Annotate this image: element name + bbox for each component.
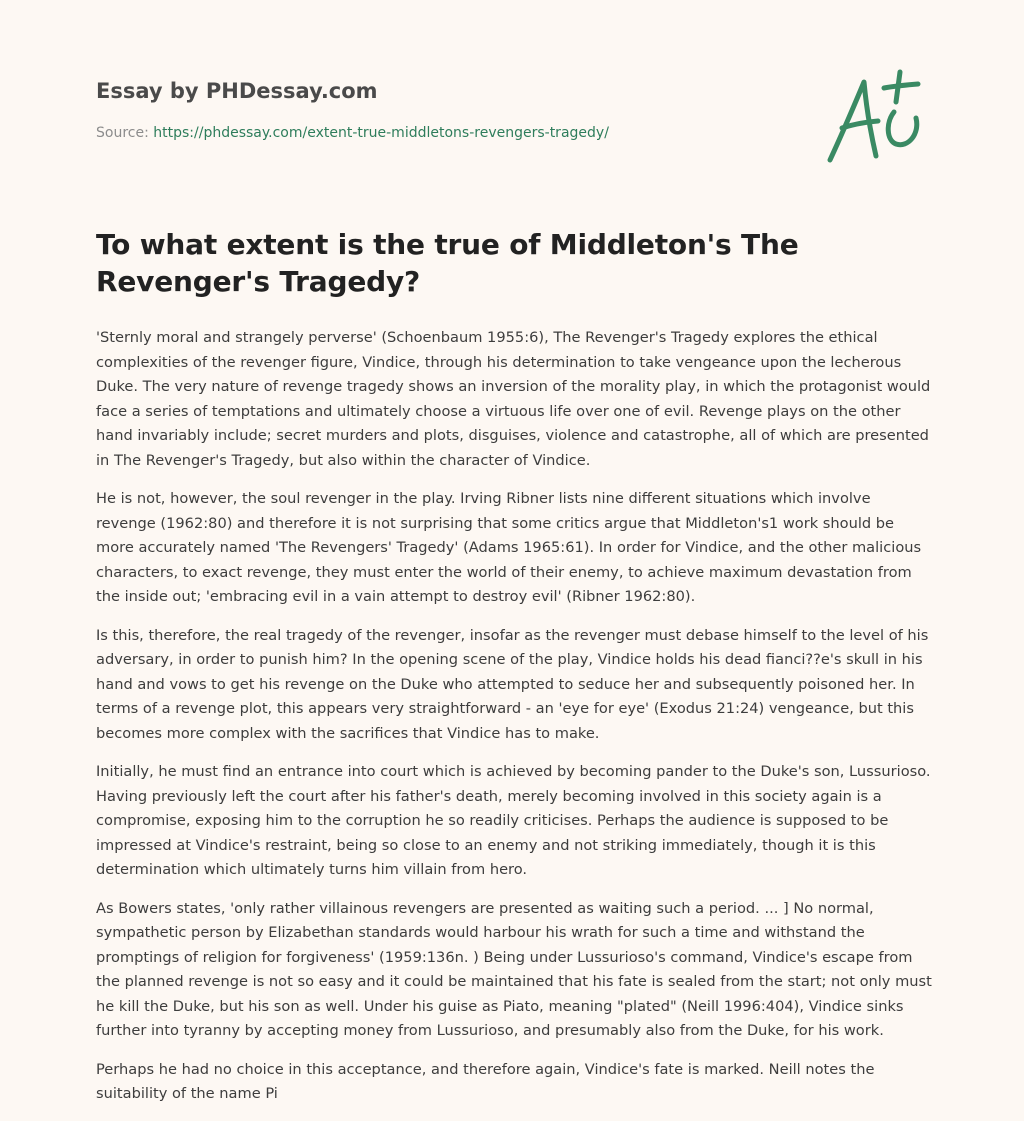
brand-title: Essay by PHDessay.com — [96, 79, 378, 103]
essay-header — [96, 78, 796, 142]
paragraph: Is this, therefore, the real tragedy of the revenger, insofar as the revenger must debase himself to the level of his adversary, in order to punish him? In the opening scene of the play, Vindice holds his dead fianci??e's skull in his hand and vows to get his revenge on the Duke who attempted to seduce her and subsequently poisoned her. In terms of a revenge plot, this appears very straightforward - an 'eye for eye' (Exodus 21:24) vengeance, but this becomes more complex with the sacrifices that Vindice has to make. — [96, 626, 929, 742]
paragraph: He is not, however, the soul revenger in the play. Irving Ribner lists nine different situations which involve revenge (1962:80) and therefore it is not surprising that some critics argue that Middleton's1 work should be more accurately named 'The Revengers' Tragedy' (Adams 1965:61). In order for Vindice, and the other malicious characters, to exact revenge, they must enter the world of their enemy, to achieve maximum devastation from the inside out; 'embracing evil in a vain attempt to destroy evil' (Ribner 1962:80). — [96, 490, 922, 605]
essay-body — [96, 326, 932, 1121]
source-label: Source: — [96, 125, 154, 141]
paragraph: Initially, he must find an entrance into court which is achieved by becoming pander to the Duke's son, Lussurioso. Having previously left the court after his father's death, merely becoming involved in this society again is a compromise, exposing him to the corruption he so readily criticises. Perhaps the audience is supposed to be impressed at Vindice's restraint, being so close to an enemy and not striking immediately, though it is this determination which ultimately turns him villain from hero. — [96, 763, 931, 878]
essay-title: To what extent is the true of Middleton's The Revenger's Tragedy? — [96, 228, 799, 298]
source-line — [96, 124, 796, 142]
paragraph: As Bowers states, 'only rather villainous revengers are presented as waiting such a period. ... ] No normal, sympathetic person by Elizabethan standards would harbour his wrath for such a time and withstand the promptings of religion for forgiveness' (1959:136n. ) Being under Lussurioso's command, Vindice's escape from the planned revenge is not so easy and it could be maintained that his fate is sealed from the start; not only must he kill the Duke, but his son as well. Under his guise as Piato, meaning "plated" (Neill 1996:404), Vindice sinks further into tyranny by accepting money from Lussurioso, and presumably also from the Duke, for his work. — [96, 899, 932, 1039]
a-plus-grade-icon — [820, 64, 930, 168]
paragraph: 'Sternly moral and strangely perverse' (Schoenbaum 1955:6), The Revenger's Tragedy explores the ethical complexities of the revenger figure, Vindice, through his determination to take vengeance upon the lecherous Duke. The very nature of revenge tragedy shows an inversion of the morality play, in which the protagonist would face a series of temptations and ultimately choose a virtuous life over one of evil. Revenge plays on the other hand invariably include; secret murders and plots, disguises, violence and catastrophe, all of which are presented in The Revenger's Tragedy, but also within the character of Vindice. — [96, 329, 931, 469]
source-link[interactable]: https://phdessay.com/extent-true-middletons-revengers-tragedy/ — [153, 125, 609, 141]
paragraph: Perhaps he had no choice in this acceptance, and therefore again, Vindice's fate is marked. Neill notes the suitability of the name Pi — [96, 1060, 875, 1102]
